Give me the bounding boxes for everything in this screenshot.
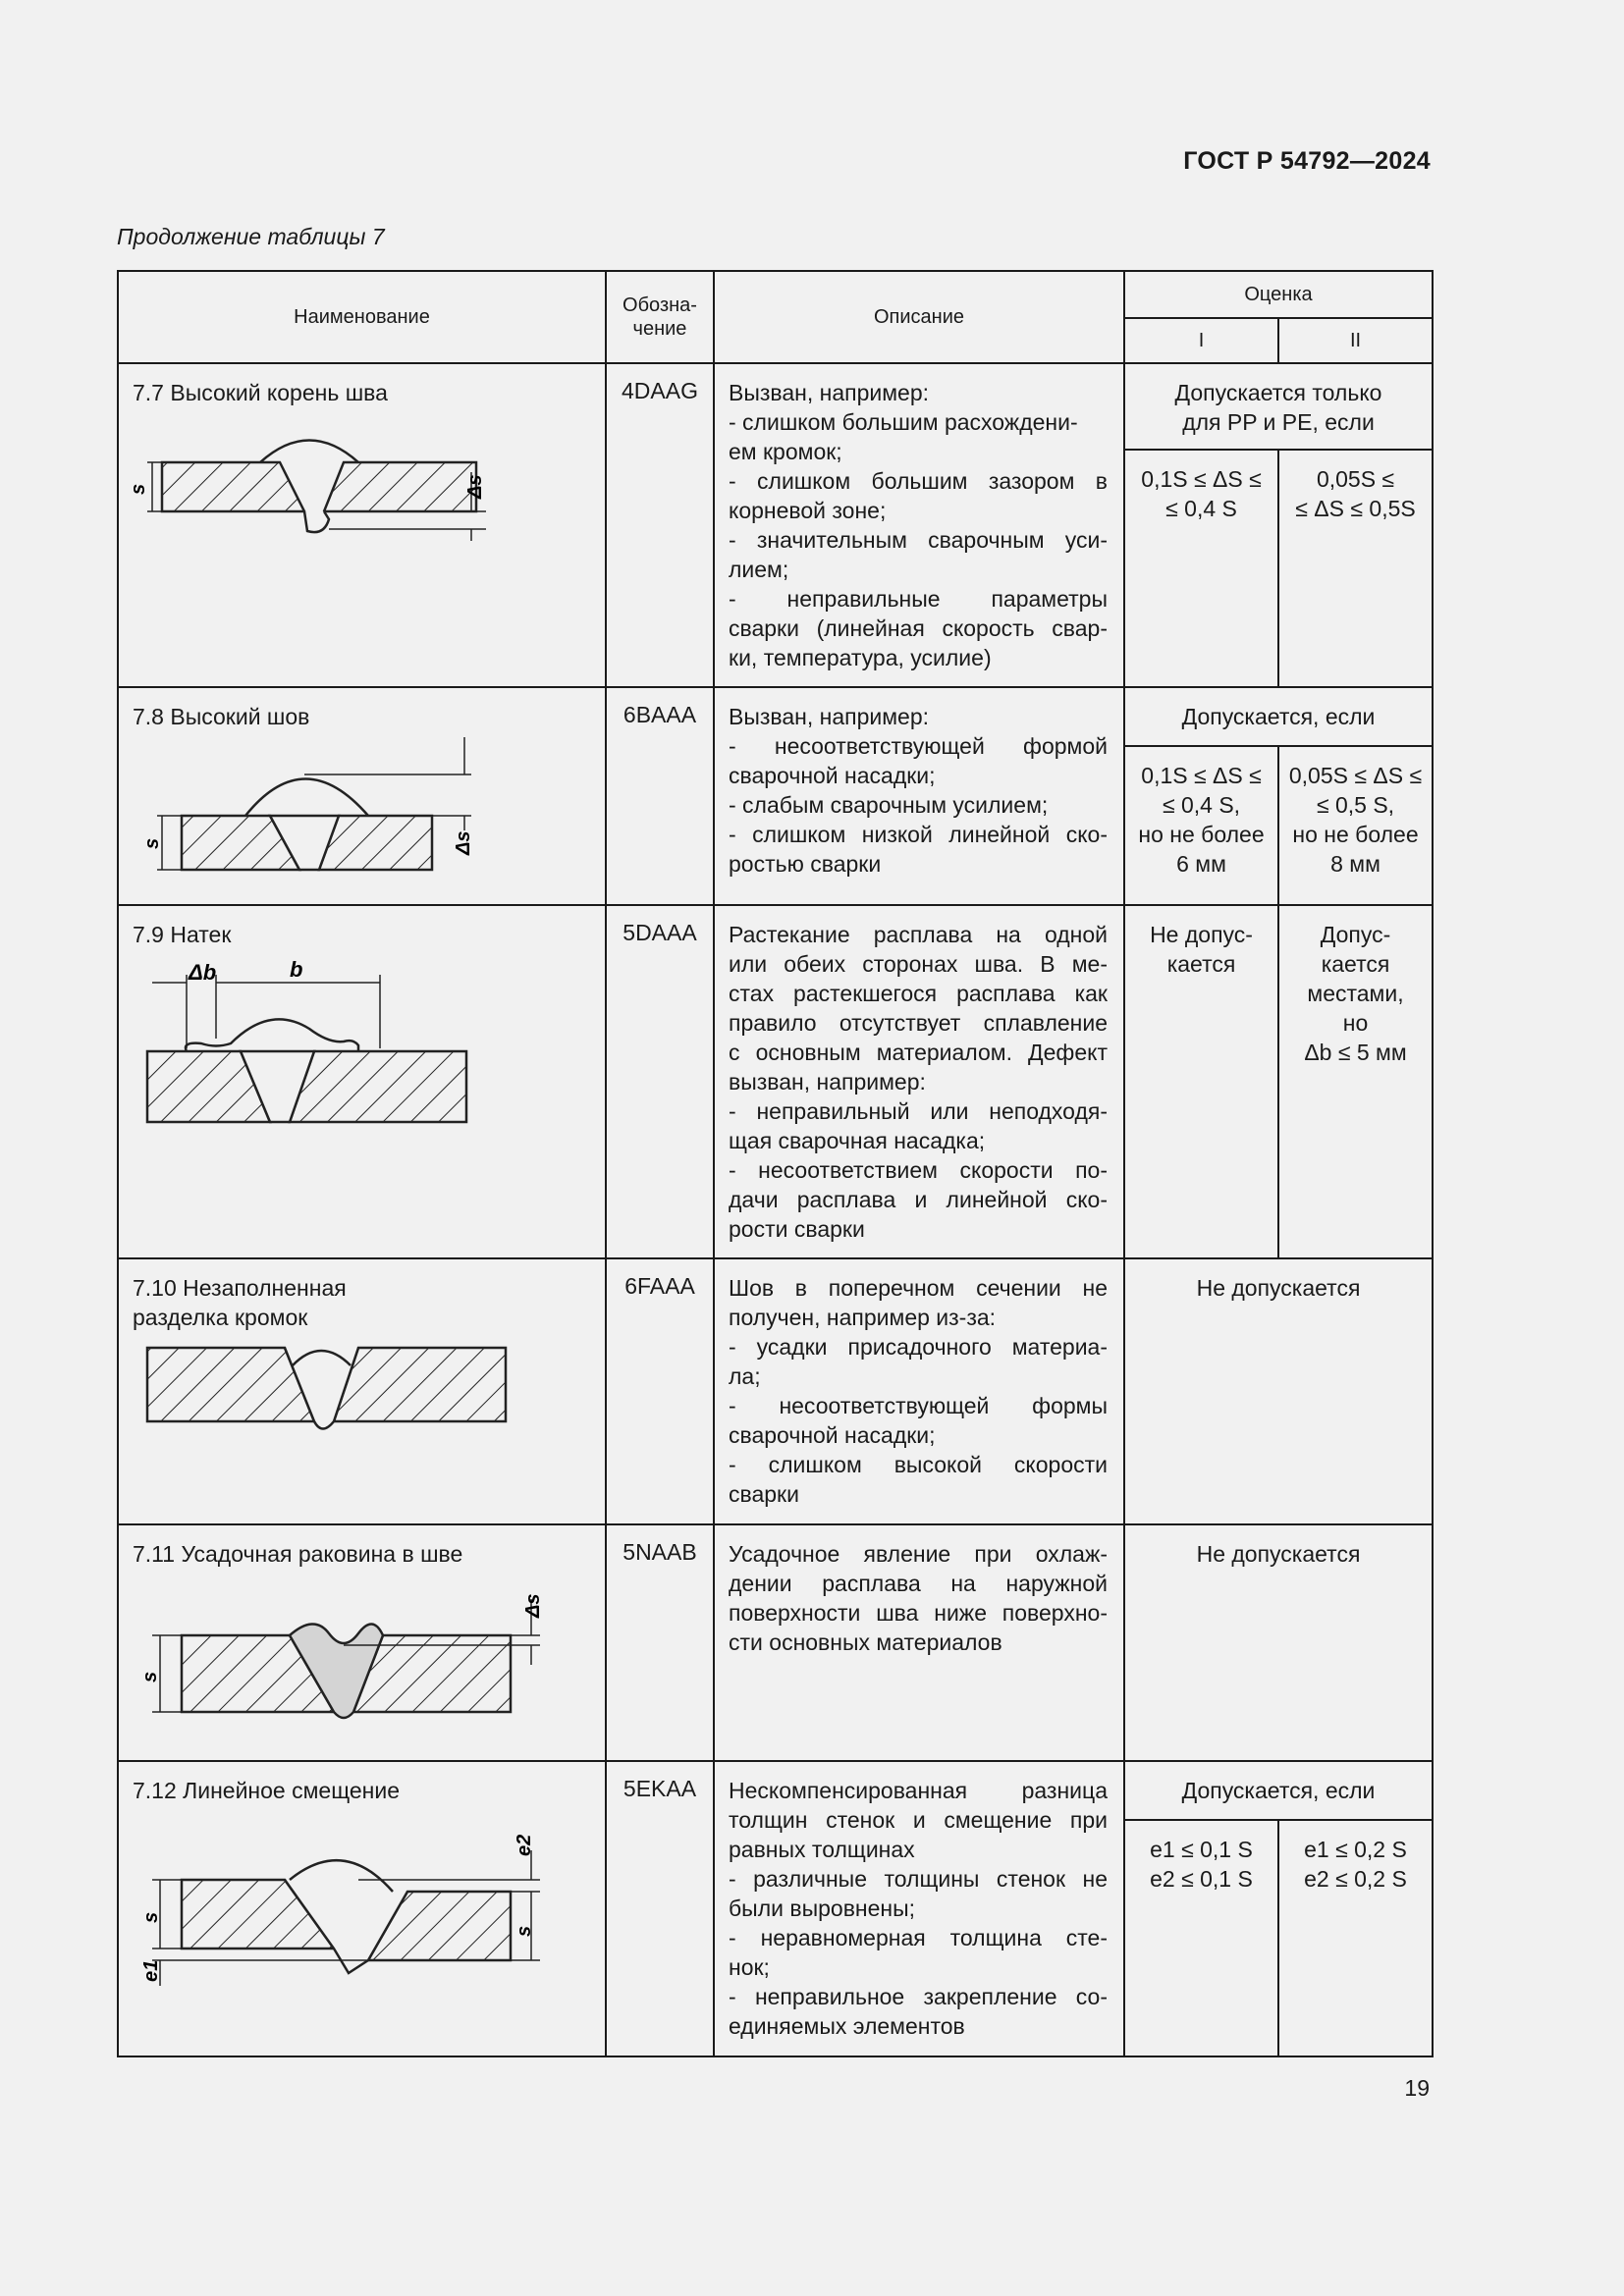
description-line: - усадки присадочного материа-: [729, 1334, 1108, 1360]
description-line: - неправильные параметры: [729, 586, 1108, 612]
description-line: - несоответствием скорости по-: [729, 1157, 1108, 1183]
description-line: - значительным сварочным уси-: [729, 527, 1108, 553]
description-line: - слишком большим зазором в: [729, 468, 1108, 494]
defect-name: 7.8 Высокий шов: [133, 704, 310, 729]
fig-label-ds: Δs: [453, 830, 474, 855]
defect-code: 6FAAA: [606, 1258, 714, 1524]
rating-grade-i: Не допус- кается: [1124, 905, 1278, 1258]
description-line: дачи расплава и линейной ско-: [729, 1187, 1108, 1212]
description-line: нок;: [729, 1954, 770, 1980]
description-line: - различные толщины стенок не: [729, 1866, 1108, 1892]
fig-label-s: s: [128, 483, 149, 495]
description-line: - неравномерная толщина сте-: [729, 1925, 1108, 1950]
description-line: стах растекшегося расплава как: [729, 981, 1108, 1006]
description-line: лием;: [729, 557, 789, 582]
defect-name: 7.9 Натек: [133, 922, 232, 947]
defect-code: 5EKAA: [606, 1761, 714, 2056]
defect-description: [714, 1524, 1124, 1761]
description-line: - несоответствующей формой: [729, 733, 1108, 759]
defect-description: [714, 687, 1124, 905]
rating-common: Допускается только для PP и PE, если: [1124, 363, 1433, 450]
rating-grade-ii: e1 ≤ 0,2 S e2 ≤ 0,2 S: [1278, 1820, 1433, 2056]
description-line: - неправильный или неподходя-: [729, 1098, 1108, 1124]
rating-common: Допускается, если: [1124, 687, 1433, 746]
standard-header: ГОСТ Р 54792—2024: [1183, 147, 1431, 175]
col-header-grade: Оценка: [1124, 271, 1433, 318]
description-line: корневой зоне;: [729, 498, 887, 523]
description-line: были выровнены;: [729, 1896, 916, 1921]
table-row: [118, 1258, 1433, 1524]
fig-label-s: s: [140, 1911, 162, 1923]
description-line: ем кромок;: [729, 439, 842, 464]
rating-grade-i: 0,1S ≤ ΔS ≤ ≤ 0,4 S: [1124, 450, 1278, 687]
linear-misalignment-figure: [133, 1811, 545, 1988]
high-weld-figure: [133, 737, 525, 875]
description-line: единяемых элементов: [729, 2013, 965, 2039]
description-line: сварочной насадки;: [729, 763, 936, 788]
col-header-description: Описание: [714, 271, 1124, 363]
description-line: правило отсутствует сплавление: [729, 1010, 1108, 1036]
fig-label-b: b: [290, 957, 303, 982]
description-line: - слишком большим расхождени-: [729, 409, 1078, 435]
table-caption: Продолжение таблицы 7: [117, 224, 385, 249]
defect-name: 7.11 Усадочная раковина в шве: [133, 1541, 463, 1567]
col-header-grade-ii: II: [1278, 318, 1433, 363]
fig-label-ds: Δs: [464, 474, 486, 499]
col-header-name: Наименование: [118, 271, 606, 363]
defect-code: 5DAAA: [606, 905, 714, 1258]
rating-grade-ii: 0,05S ≤ ΔS ≤ ≤ 0,5 S, но не более 8 мм: [1278, 746, 1433, 905]
rating-grade-ii: Допус- кается местами, но Δb ≤ 5 мм: [1278, 905, 1433, 1258]
description-line: рости сварки: [729, 1216, 865, 1242]
rating-common: Не допускается: [1124, 1524, 1433, 1761]
description-line: - слабым сварочным усилием;: [729, 792, 1049, 818]
defect-code: 5NAAB: [606, 1524, 714, 1761]
description-line: - слишком низкой линейной ско-: [729, 822, 1108, 847]
fig-label-s: s: [514, 1925, 535, 1937]
col-header-code-text: Обозна- чение: [623, 294, 697, 340]
unfilled-groove-figure: [133, 1338, 525, 1446]
fig-label-ds: Δs: [522, 1593, 544, 1618]
description-line: ла;: [729, 1363, 761, 1389]
description-line: Усадочное явление при охлаж-: [729, 1541, 1108, 1567]
description-line: - неправильное закрепление со-: [729, 1984, 1108, 2009]
description-line: вызван, например:: [729, 1069, 926, 1095]
defect-description: [714, 1761, 1124, 2056]
fig-label-e2: e2: [514, 1834, 535, 1856]
rating-grade-i: 0,1S ≤ ΔS ≤ ≤ 0,4 S, но не более 6 мм: [1124, 746, 1278, 905]
description-line: Нескомпенсированная разница: [729, 1778, 1108, 1803]
description-line: Вызван, например:: [729, 380, 930, 405]
fig-label-db: Δb: [189, 960, 217, 985]
table-row: [118, 687, 1433, 746]
defect-description: [714, 363, 1124, 687]
description-line: сварки (линейная скорость свар-: [729, 615, 1108, 641]
description-line: равных толщинах: [729, 1837, 915, 1862]
overlap-weld-figure: [133, 955, 486, 1132]
description-line: с основным материалом. Дефект: [729, 1040, 1108, 1065]
col-header-code: [606, 271, 714, 363]
fig-label-e1: e1: [140, 1959, 162, 1982]
description-line: получен, например из-за:: [729, 1305, 997, 1330]
defect-name: 7.10 Незаполненная разделка кромок: [133, 1275, 347, 1330]
defect-description: [714, 905, 1124, 1258]
description-line: сварочной насадки;: [729, 1422, 936, 1448]
defect-name: 7.12 Линейное смещение: [133, 1778, 401, 1803]
col-header-grade-i: I: [1124, 318, 1278, 363]
defects-table: [117, 270, 1434, 2057]
table-row: [118, 363, 1433, 450]
fig-label-s: s: [141, 837, 163, 849]
description-line: поверхности шва ниже поверхно-: [729, 1600, 1108, 1626]
rating-grade-i: e1 ≤ 0,1 S e2 ≤ 0,1 S: [1124, 1820, 1278, 2056]
table-row: [118, 1761, 1433, 1820]
table-row: [118, 1524, 1433, 1761]
description-line: - несоответствующей формы: [729, 1393, 1108, 1418]
fig-label-s: s: [139, 1671, 161, 1682]
shrinkage-groove-figure: [133, 1575, 545, 1722]
description-line: сти основных материалов: [729, 1629, 1002, 1655]
description-line: Шов в поперечном сечении не: [729, 1275, 1108, 1301]
description-line: Растекание расплава на одной: [729, 922, 1108, 947]
description-line: или обеих сторонах шва. В ме-: [729, 951, 1108, 977]
description-line: Вызван, например:: [729, 704, 930, 729]
description-line: ростью сварки: [729, 851, 882, 877]
description-line: - слишком высокой скорости: [729, 1452, 1108, 1477]
defect-code: 4DAAG: [606, 363, 714, 687]
table-row: [118, 905, 1433, 1258]
description-line: дении расплава на наружной: [729, 1571, 1108, 1596]
defect-code: 6BAAA: [606, 687, 714, 905]
high-root-weld-figure: [128, 413, 506, 541]
rating-common: Не допускается: [1124, 1258, 1433, 1524]
description-line: ки, температура, усилие): [729, 645, 992, 670]
rating-grade-ii: 0,05S ≤ ≤ ΔS ≤ 0,5S: [1278, 450, 1433, 687]
description-line: сварки: [729, 1481, 799, 1507]
defect-description: [714, 1258, 1124, 1524]
description-line: толщин стенок и смещение при: [729, 1807, 1108, 1833]
page-number: 19: [1404, 2075, 1430, 2101]
rating-common: Допускается, если: [1124, 1761, 1433, 1820]
description-line: щая сварочная насадка;: [729, 1128, 986, 1153]
defect-name: 7.7 Высокий корень шва: [133, 380, 388, 405]
